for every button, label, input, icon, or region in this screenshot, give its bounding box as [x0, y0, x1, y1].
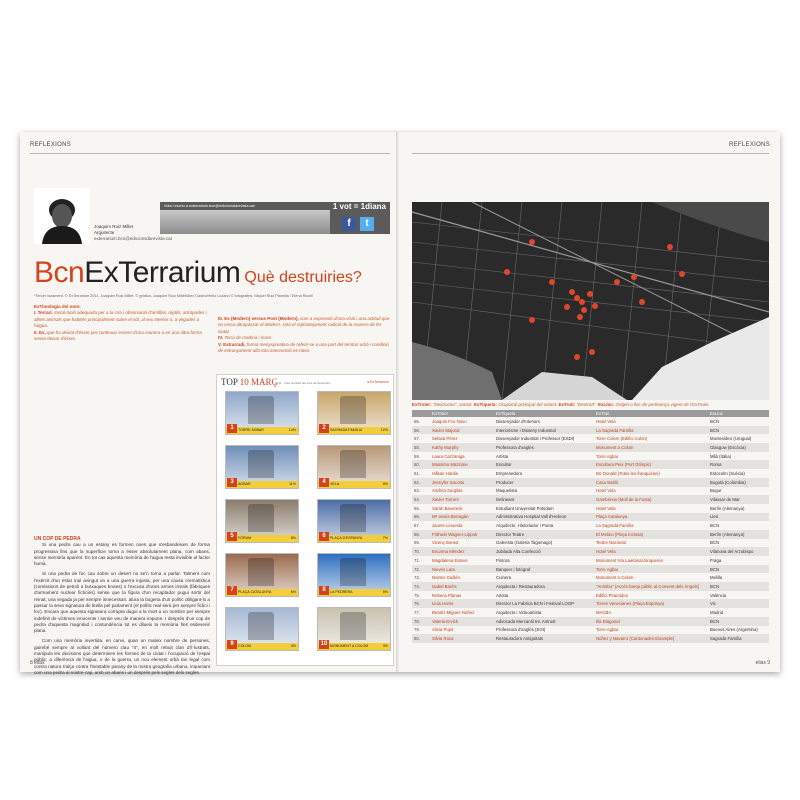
- votes-table-head: [412, 410, 769, 417]
- table-cell: Arquitecta i Videoartista: [496, 609, 542, 615]
- tile-photo: [340, 558, 366, 586]
- magazine-spread: [20, 132, 780, 675]
- title-question: Què destruiries?: [244, 269, 362, 286]
- table-cell: 55.: [414, 418, 420, 424]
- table-cell: La Sagrada Família: [594, 426, 708, 435]
- tile-caption: VELA: [318, 481, 390, 488]
- table-row: [412, 565, 769, 574]
- running-head: REFLEXIONS: [30, 142, 72, 148]
- table-cell: València: [710, 592, 727, 598]
- table-cell: Vilanova del Arzobispo: [708, 547, 769, 556]
- top10-tile: [225, 445, 299, 489]
- table-cell: Administrativa Hospital Vall d'Hebron: [494, 513, 594, 522]
- tile-percent: 4%: [290, 644, 296, 648]
- legend-d-label: ExLloc:: [598, 402, 615, 407]
- table-cell: Fraga: [710, 557, 722, 563]
- table-cell: BCN: [710, 523, 720, 529]
- table-cell: Milà (Itàlia): [710, 453, 732, 459]
- table-row: [412, 608, 769, 617]
- author-name: Joaquim Ruiz Millet: [94, 224, 134, 229]
- tile-photo: [340, 450, 366, 478]
- banner-vote-text: Vota i escriu a exterrarium.bcn@edicionsdarevista.cat: [164, 204, 255, 208]
- table-cell: Laura Cazzaniga: [432, 453, 465, 459]
- table-cell: La Sagrada Família: [596, 523, 634, 529]
- table-header-cell: ExTruit: [594, 410, 708, 417]
- table-cell: 78.: [412, 617, 430, 626]
- table-row: [412, 495, 769, 504]
- table-row: [412, 547, 769, 556]
- page-number-left: 8 elias: [30, 660, 45, 666]
- etymology-i-text: Instal·lació adequada per a la cria i observació d'amfibis, rèptils, artròpodes i altres animals que habiten principalment sobre el sòl, al seu interior o, a vegades a l'aigua.: [34, 310, 207, 329]
- table-cell: Advocada Mercantil Int. Antrust: [494, 617, 594, 626]
- table-row: [412, 539, 769, 548]
- tile-rank: 5: [227, 532, 237, 541]
- table-cell: Arquitecta i Restauradora: [494, 582, 594, 591]
- votes-table: [412, 410, 769, 643]
- etymology-ii: [34, 330, 214, 343]
- table-cell: Professora d'anglès (EOI): [496, 627, 546, 633]
- table-cell: Artista: [496, 592, 509, 598]
- tile-caption: PLAÇA CATALUNYA: [226, 589, 298, 596]
- etymology-iv-label: IV.: [218, 335, 224, 341]
- table-cell: Torre Agbar: [596, 453, 619, 459]
- body-subhead: UN COP DE PEDRA: [34, 536, 81, 542]
- table-cell: Director Teatre: [494, 530, 594, 539]
- table-row: [412, 634, 769, 643]
- table-cell: El Molino (Plaça inclosa): [594, 530, 708, 539]
- etymology-i-label: I. Terrari.: [34, 310, 53, 316]
- table-cell: Monter Guillén: [432, 575, 460, 581]
- table-header-row: [412, 410, 769, 417]
- tile-rank: 8: [319, 586, 329, 595]
- table-cell: 80.: [412, 634, 430, 643]
- table-cell: BCN: [708, 582, 769, 591]
- tile-caption: PLAÇA D'ESPANYA: [318, 535, 390, 542]
- top10-subtitle: 2011 · Vots recollits del mes de Setembre: [275, 381, 331, 385]
- table-cell: Lluis Homs: [430, 599, 494, 608]
- table-cell: 72.: [412, 565, 430, 574]
- top10-tile: [225, 607, 299, 651]
- author-role: Arquitecte: [94, 230, 115, 235]
- table-cell: Torre Agbar: [594, 565, 708, 574]
- table-cell: BCN: [708, 565, 769, 574]
- table-cell: Estocolm (Suècia): [710, 470, 745, 476]
- etymology-iii-label: III. Ex (Modern) versus Post (Modern),: [218, 316, 299, 321]
- table-cell: Professora d'anglès: [494, 443, 594, 452]
- table-cell: Hotel Vela: [594, 547, 708, 556]
- table-cell: Interiorisme i Disseny Industrial: [494, 426, 594, 435]
- table-cell: Sagrada Família: [708, 634, 769, 643]
- table-row: [412, 426, 769, 435]
- table-cell: Roma: [708, 460, 769, 469]
- tile-photo: [248, 396, 274, 424]
- body-paragraph-1: Si una pedra cau a un estany es formen ones que s'esbandeixen de forma progressiva fins que la superfície torna a ésser absolutament plana, com abans, sense memòria aparent. En tot cas aquesta memòria de l'aigua resta invisible al factor humà.: [34, 542, 210, 567]
- table-cell: Torre Agbar: [596, 627, 619, 633]
- etymology-right: [218, 316, 390, 354]
- tile-percent: 12%: [380, 428, 388, 432]
- table-cell: Hotel Vela: [596, 418, 616, 424]
- table-cell: Jaume Linuesta: [432, 523, 463, 529]
- table-cell: Glasgow (Escòcia): [708, 443, 769, 452]
- tile-caption: FÒRUM: [226, 535, 298, 542]
- table-cell: 63.: [414, 488, 420, 494]
- table-cell: Silvia Roca: [430, 634, 494, 643]
- table-cell: 57.: [414, 436, 420, 442]
- title-bcn: Bcn: [34, 256, 85, 289]
- table-cell: Buenos Aires (Argentina): [710, 627, 758, 633]
- table-cell: 62.: [412, 478, 430, 487]
- top10-tile: [225, 499, 299, 543]
- table-cell: Hotel Vela: [596, 488, 616, 494]
- table-cell: Illa Diagonal: [594, 617, 708, 626]
- table-cell: Escultura Peix (Port Olímpic): [594, 460, 708, 469]
- table-cell: 76.: [412, 599, 430, 608]
- table-cell: Selasa Pérez: [432, 436, 458, 442]
- tile-percent: 5%: [382, 590, 388, 594]
- tile-photo: [248, 612, 274, 640]
- etymology-iii-text: com a expressió d'una visió i una actitud que no cerca ultrapassar el Modern, sinó el replantejament radical de la manera de fer ciutat.: [218, 316, 390, 334]
- top10-tile: [225, 391, 299, 435]
- tile-percent: 14%: [288, 428, 296, 432]
- table-cell: 64.: [412, 495, 430, 504]
- table-cell: Valeria Ervich: [430, 617, 494, 626]
- tile-photo: [340, 396, 366, 424]
- etymology-ii-label: II. Ex,: [34, 329, 46, 335]
- table-row: [412, 443, 769, 452]
- tile-caption: COLOM: [226, 643, 298, 650]
- author-email[interactable]: exterrarium.bcn@edicionsdarevista.cat: [94, 236, 172, 241]
- tile-rank: 10: [320, 641, 328, 647]
- exterrarium-logo: ● ExTerrarium: [367, 380, 389, 384]
- table-cell: Bogotà (Colòmbia): [708, 478, 769, 487]
- table-header-cell: [412, 410, 430, 417]
- running-head-right: REFLEXIONS: [728, 142, 770, 148]
- etymology-v-text: forma menyspreativa de referir-se a una part del territori urbà i condició de estranyament alfa tota intervenció ex-novo.: [218, 341, 389, 354]
- tile-percent: 3%: [382, 644, 388, 648]
- table-cell: 59.: [414, 453, 420, 459]
- table-cell: Joaquin Fco Novo: [432, 418, 467, 424]
- table-cell: Monument a Colom: [594, 443, 708, 452]
- table-row: [412, 417, 769, 426]
- tile-photo: [248, 450, 274, 478]
- table-cell: Jubilada Alta Confecció: [494, 547, 594, 556]
- article-title: [34, 256, 362, 290]
- etymology-iii: [218, 316, 390, 335]
- legend-c-text: "Destruït".: [576, 402, 597, 407]
- table-row: [412, 452, 769, 461]
- table-cell: Producer: [494, 478, 594, 487]
- table-row: [412, 460, 769, 469]
- table-row: [412, 582, 769, 591]
- table-cell: Emprenedora: [496, 470, 523, 476]
- table-cell: Monument a Colom: [596, 575, 634, 581]
- table-row: [412, 478, 769, 487]
- table-cell: Casa Batlló: [594, 478, 708, 487]
- table-cell: 74.: [412, 582, 430, 591]
- tile-rank: 1: [227, 424, 237, 433]
- table-cell: 60.: [412, 460, 430, 469]
- table-cell: 68.: [412, 530, 430, 539]
- tile-caption: SAGRADA FAMÍLIA: [318, 427, 390, 434]
- table-cell: Vicenç Boned: [432, 540, 459, 546]
- credits-line: *Tercer liurament. © ExTerrarium 2011. Joaquim Ruiz Millet. © gràfica, Joaquim Ruiz Millet/Alex Castro/Helio Lozano © fotografies, Miquel Ruiz Planella / Elena Ricchi: [34, 294, 314, 298]
- header-rule-right: [412, 153, 769, 154]
- table-cell: Vic: [708, 599, 769, 608]
- etymology-ii-text: que ha deixat d'ésser per continuar essent d'una manera o en una altra forma sense deixar d'ésser.: [34, 329, 202, 342]
- table-cell: Xavier Majoral: [430, 426, 494, 435]
- table-cell: Artista: [496, 453, 509, 459]
- table-cell: Kathy Murphy: [430, 443, 494, 452]
- table-cell: 66.: [412, 513, 430, 522]
- table-cell: Mª Jesús Berragán: [430, 513, 494, 522]
- table-cell: Beatriz Miguez-Núñez: [432, 609, 475, 615]
- table-header-cell: ExTroier: [430, 410, 494, 417]
- table-row: [412, 530, 769, 539]
- legend-b-text: Ocupació principal del votant.: [498, 402, 558, 407]
- etymology-head: ExTimologia del nom:: [34, 304, 81, 309]
- table-cell: Montevideo (Uruguai): [710, 436, 752, 442]
- table-cell: Nieves Lara: [430, 565, 494, 574]
- table-row: [412, 591, 769, 600]
- tile-rank: 7: [227, 586, 237, 595]
- table-row: [412, 513, 769, 522]
- tile-caption: TORRE AGBAR: [226, 427, 298, 434]
- top10-title-c: MARÇ: [251, 377, 278, 387]
- table-cell: 65.: [414, 505, 420, 511]
- table-cell: Isabel Bachs: [430, 582, 494, 591]
- table-cell: MACBA: [596, 609, 612, 615]
- tile-rank: 9: [227, 640, 237, 649]
- table-cell: Rebeca Planas: [432, 592, 462, 598]
- table-cell: Lleó: [708, 513, 769, 522]
- top10-title-a: TOP: [221, 377, 238, 387]
- table-cell: Maquetista: [496, 488, 518, 494]
- top10-tile: [225, 553, 299, 597]
- legend-d-text: Origen o lloc de pertinença vigent de l'ExTroier.: [615, 402, 710, 407]
- table-cell: Director La Fabrica BCN i Festival LOOP: [494, 599, 594, 608]
- table-cell: Massimo Mazzone: [430, 460, 494, 469]
- tile-photo: [248, 504, 274, 532]
- table-cell: Galerista (Galeria Tagomago): [496, 540, 553, 546]
- top10-tile: [317, 607, 391, 651]
- map-graphic: [412, 202, 769, 400]
- table-row: [412, 521, 769, 530]
- legend-a-text: "Destructor", votant.: [432, 402, 473, 407]
- table-cell: Banquer i fotògraf: [494, 565, 594, 574]
- table-cell: 69.: [414, 540, 420, 546]
- table-cell: Hotel Vela: [596, 505, 616, 511]
- table-cell: Restauradora Antiguitats: [494, 634, 594, 643]
- table-cell: 77.: [414, 609, 420, 615]
- banner-slogan: 1 vot = 1diana: [332, 202, 386, 211]
- table-cell: BCN: [708, 617, 769, 626]
- table-cell: Frithwin Wagner-Lippok: [430, 530, 494, 539]
- table-row: [412, 487, 769, 496]
- vote-banner: [160, 202, 390, 234]
- etymology-left: [34, 304, 214, 342]
- table-cell: Núñez y Navarro (Cantonades Eixample): [594, 634, 708, 643]
- votes-table-body: [412, 417, 769, 643]
- table-cell: Monument Vía Laietana/Jonqueres: [596, 557, 663, 563]
- table-cell: Berlín (Alemanya): [710, 505, 745, 511]
- table-cell: Dissenyador d'Interiors: [496, 418, 540, 424]
- table-cell: 70.: [412, 547, 430, 556]
- legend-a-label: ExTroier:: [412, 402, 432, 407]
- tile-percent: 7%: [382, 536, 388, 540]
- tile-photo: [248, 558, 274, 586]
- table-cell: Pintora: [496, 557, 510, 563]
- table-cell: Escultor: [494, 460, 594, 469]
- top10-tile: [317, 553, 391, 597]
- table-cell: Magdalena Esteve: [432, 557, 468, 563]
- table-cell: Edifici Piramidon: [596, 592, 629, 598]
- map-legend: [412, 402, 769, 407]
- table-cell: Cuinera: [496, 575, 512, 581]
- table-cell: Melilla: [710, 575, 723, 581]
- tile-percent: 6%: [290, 590, 296, 594]
- tile-percent: 9%: [382, 482, 388, 486]
- table-cell: 61.: [414, 470, 420, 476]
- tile-caption: AGBAR: [226, 481, 298, 488]
- table-cell: Madrid: [710, 609, 724, 615]
- table-cell: Mc Donald (Totes les franquícies): [596, 470, 660, 476]
- banner-skyline: [160, 210, 330, 234]
- table-row: [412, 469, 769, 478]
- table-row: [412, 573, 769, 582]
- table-cell: Berlín (Alemanya): [708, 530, 769, 539]
- tile-caption: MONUMENT A COLOM: [318, 643, 390, 650]
- tile-percent: 8%: [290, 536, 296, 540]
- etymology-iv-text: Terra de matèria i mare.: [224, 335, 273, 341]
- table-cell: 73.: [414, 575, 420, 581]
- table-cell: BCN: [710, 540, 720, 546]
- top10-tile: [317, 499, 391, 543]
- table-cell: Dissenyador Industrial i Professor (ESDI): [496, 436, 575, 442]
- table-cell: Gambrinus (Moll de la Fusta): [594, 495, 708, 504]
- legend-b-label: ExTiqueta:: [474, 402, 497, 407]
- table-cell: 56.: [412, 426, 430, 435]
- tile-rank: 6: [319, 532, 329, 541]
- table-row: [412, 504, 769, 513]
- table-header-cell: ExTiqueta: [494, 410, 594, 417]
- table-cell: Begur: [710, 488, 722, 494]
- tile-rank: 4: [319, 478, 329, 487]
- table-cell: Plaça Catalunya: [594, 513, 708, 522]
- table-cell: BCN: [708, 426, 769, 435]
- table-row: [412, 626, 769, 635]
- table-cell: 58.: [412, 443, 430, 452]
- tile-photo: [340, 504, 366, 532]
- tile-percent: 11%: [289, 482, 296, 486]
- table-cell: 71.: [414, 557, 420, 563]
- body-paragraph-3: Com una memòria invertida, en canvi, quan un mateix nombre de persones, gairebé sempre al voltant del número clau "4", en molt rebuit clan d'il·lustrats, manipula les decisions que determinen les formes de la ciutat i l'ocupació de l'espai públic, a diferència de l'aigua, o de la guerra, un nou element urbà tan legal com contra natura s'alça contra l'inestable parany de la nostra geografia urbana, impactant com una pedra al nostre cap, amb un abans i un després pels segles dels segles.: [34, 638, 210, 675]
- table-cell: Xavier Torrent: [430, 495, 494, 504]
- table-row: [412, 556, 769, 565]
- table-cell: Teatre Nacional: [596, 540, 626, 546]
- etymology-v-label: V. Extrarradi,: [218, 341, 246, 347]
- table-cell: 75.: [414, 592, 420, 598]
- table-cell: 67.: [414, 523, 420, 529]
- twitter-icon[interactable]: t: [360, 217, 374, 231]
- table-cell: Jennyfer Sacotto: [430, 478, 494, 487]
- table-row: [412, 434, 769, 443]
- tile-rank: 3: [227, 478, 237, 487]
- tile-rank: 2: [319, 424, 329, 433]
- table-cell: Estudiant Universitat Potsdam: [496, 505, 554, 511]
- table-cell: Sarah Bavereck: [432, 505, 463, 511]
- left-page: [20, 132, 398, 675]
- tile-photo: [340, 612, 366, 640]
- author-photo: [34, 188, 90, 244]
- table-cell: Delineant: [494, 495, 594, 504]
- article-body: [34, 536, 210, 680]
- table-cell: Arquitecte, Historiador i Poeta: [496, 523, 554, 529]
- top10-tile: [317, 391, 391, 435]
- table-header-cell: ExLloc: [708, 410, 769, 417]
- barcelona-map: [412, 202, 769, 400]
- table-cell: 79.: [414, 627, 420, 633]
- etymology-i: [34, 310, 214, 329]
- etymology-v: [218, 342, 390, 355]
- table-cell: Torre Colom (Edifici Colón): [596, 436, 648, 442]
- tile-caption: LA PEDRERA: [318, 589, 390, 596]
- body-paragraph-2: Si una pedra de foc cau sobre un desert no se'n torna a parlar. Talment com l'exèrcit d'un estat mal avingut va a una guerra injusta, per una causa crematística (comissions de petroli a butxaques brutes) o l'excusa d'unes armes irreals (fàbriques d'armament nuclear fictícies) sense que la figura d'un recaptador pugui sortir del reinat; una vegada ja per sempre innecessari, atura la bogeria d'un polític obligant-lo a passar la seva signatura de titella pel parlament (el polític real serà per sempre fictici i foc). Encara que aquesta signatura corrupta dugui a la mort a un nombre per sempre indefinit de víctimes innocents i sense veu de manera impune. I després d'un cop de pedra d'aquesta magnitud i contundència tot es dilueix la memòria fins esdevenir plana.: [34, 571, 210, 634]
- table-cell: Andrea Surgilas: [432, 488, 463, 494]
- table-row: [412, 599, 769, 608]
- top10-panel: [216, 374, 394, 666]
- table-cell: Alicia Pujol: [432, 627, 454, 633]
- table-cell: Håkan Hardie: [432, 470, 459, 476]
- table-cell: Vilassar de Mar: [708, 495, 769, 504]
- table-cell: Torres Venecianes (Plaça Espanya): [594, 599, 708, 608]
- facebook-icon[interactable]: f: [342, 217, 356, 231]
- table-cell: BCN: [710, 418, 720, 424]
- title-exterrarium: ExTerrarium: [84, 256, 241, 289]
- table-row: [412, 617, 769, 626]
- legend-c-label: ExTruit:: [558, 402, 576, 407]
- right-page: [400, 132, 780, 672]
- table-cell: "Animbo" (Accés barqu públic al Convent dels Àngels): [594, 582, 708, 591]
- page-number-right: elias 9: [755, 660, 770, 666]
- table-cell: Encarna Méndez: [430, 547, 494, 556]
- header-rule: [30, 153, 390, 154]
- top10-title: [221, 377, 278, 387]
- top10-tile: [317, 445, 391, 489]
- top10-title-b: 10: [239, 377, 249, 387]
